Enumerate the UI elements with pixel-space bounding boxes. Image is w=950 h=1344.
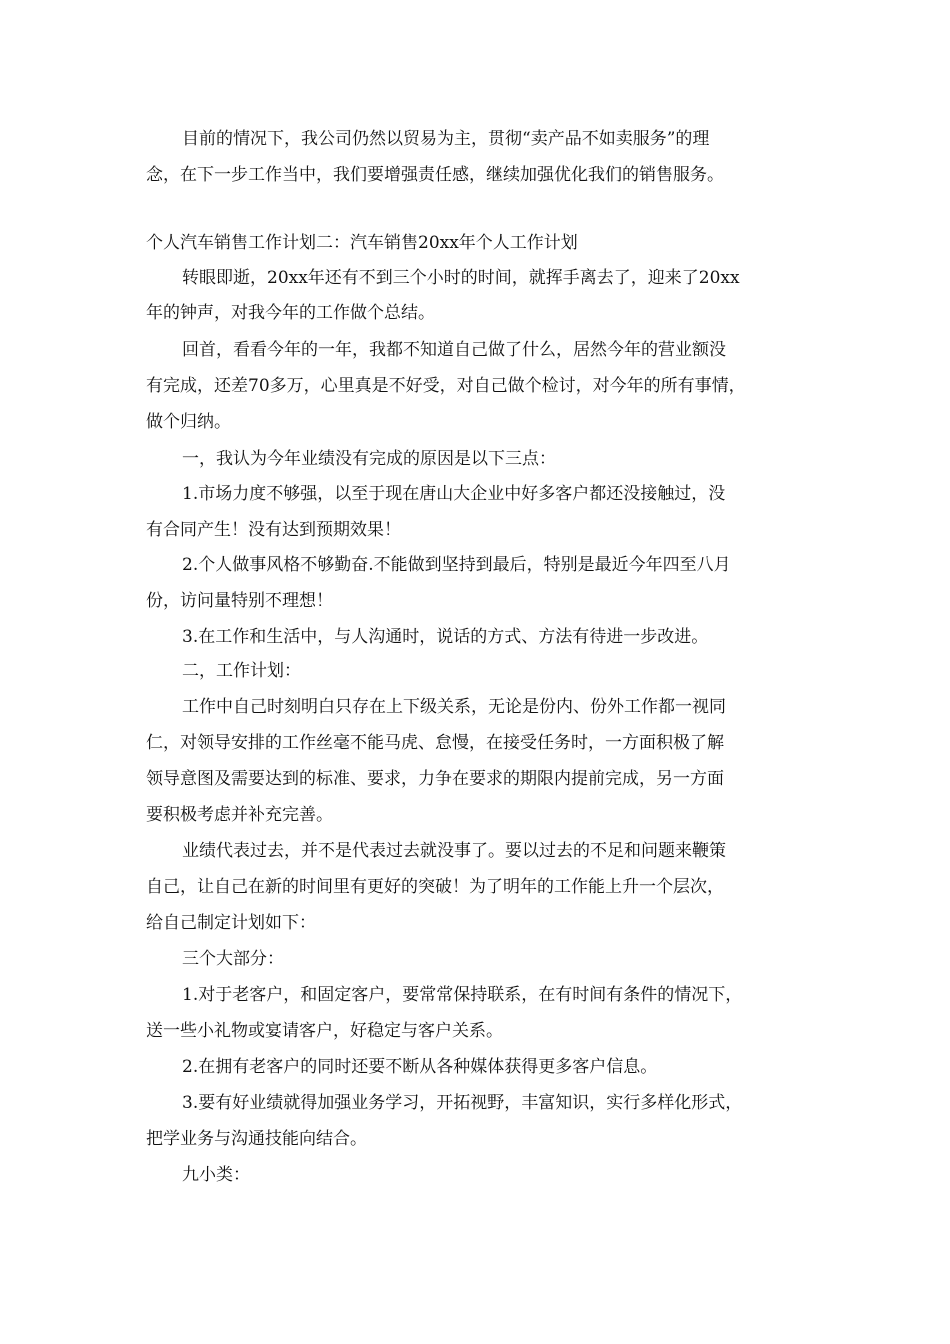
section-heading: 个人汽车销售工作计划二：汽车销售20xx年个人工作计划 xyxy=(146,233,578,253)
list-item: 1.市场力度不够强，以至于现在唐山大企业中好多客户都还没接触过，没 xyxy=(182,484,726,504)
list-item: 3.在工作和生活中，与人沟通时，说话的方式、方法有待进一步改进。 xyxy=(182,627,709,647)
list-item: 把学业务与沟通技能向结合。 xyxy=(146,1129,367,1149)
paragraph-line: 工作中自己时刻明白只存在上下级关系，无论是份内、份外工作都一视同 xyxy=(182,697,726,717)
paragraph-line: 领导意图及需要达到的标准、要求，力争在要求的期限内提前完成，另一方面 xyxy=(146,769,724,789)
paragraph-line: 三个大部分： xyxy=(182,949,284,969)
paragraph-line: 念，在下一步工作当中，我们要增强责任感，继续加强优化我们的销售服务。 xyxy=(146,165,724,185)
paragraph-line: 自己，让自己在新的时间里有更好的突破！为了明年的工作能上升一个层次， xyxy=(146,877,724,897)
paragraph-line: 目前的情况下，我公司仍然以贸易为主，贯彻“卖产品不如卖服务”的理 xyxy=(182,129,710,149)
list-item: 送一些小礼物或宴请客户，好稳定与客户关系。 xyxy=(146,1021,503,1041)
paragraph-line: 年的钟声，对我今年的工作做个总结。 xyxy=(146,303,435,323)
list-item: 2.在拥有老客户的同时还要不断从各种媒体获得更多客户信息。 xyxy=(182,1057,658,1077)
paragraph-line: 有完成，还差70多万，心里真是不好受，对自己做个检讨，对今年的所有事情， xyxy=(146,376,746,396)
list-item: 2.个人做事风格不够勤奋.不能做到坚持到最后，特别是最近今年四至八月 xyxy=(182,555,731,575)
list-item: 1.对于老客户，和固定客户，要常常保持联系，在有时间有条件的情况下， xyxy=(182,985,743,1005)
paragraph-line: 仁，对领导安排的工作丝毫不能马虎、怠慢，在接受任务时，一方面积极了解 xyxy=(146,733,724,753)
paragraph-line: 业绩代表过去，并不是代表过去就没事了。要以过去的不足和问题来鞭策 xyxy=(182,841,726,861)
paragraph-line: 一，我认为今年业绩没有完成的原因是以下三点： xyxy=(182,449,556,469)
paragraph-line: 要积极考虑并补充完善。 xyxy=(146,805,333,825)
list-item: 份，访问量特别不理想！ xyxy=(146,591,333,611)
paragraph-line: 做个归纳。 xyxy=(146,412,231,432)
paragraph-line: 二，工作计划： xyxy=(182,661,301,681)
paragraph-line: 给自己制定计划如下： xyxy=(146,913,316,933)
list-item: 3.要有好业绩就得加强业务学习，开拓视野，丰富知识，实行多样化形式， xyxy=(182,1093,743,1113)
list-item: 有合同产生！没有达到预期效果！ xyxy=(146,520,401,540)
paragraph-line: 回首，看看今年的一年，我都不知道自己做了什么，居然今年的营业额没 xyxy=(182,340,726,360)
paragraph-line: 转眼即逝，20xx年还有不到三个小时的时间，就挥手离去了，迎来了20xx xyxy=(182,268,740,288)
paragraph-line: 九小类： xyxy=(182,1165,250,1185)
